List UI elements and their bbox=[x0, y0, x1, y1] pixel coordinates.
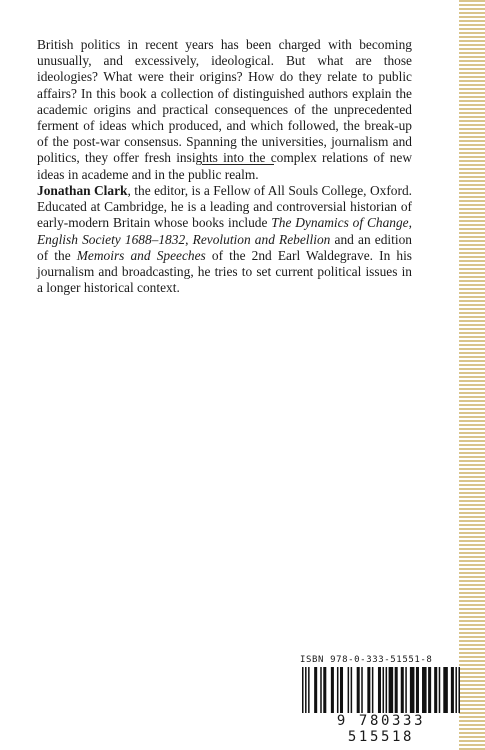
barcode-bar bbox=[308, 667, 310, 713]
barcode-bar bbox=[439, 667, 441, 713]
barcode-bar bbox=[340, 667, 343, 713]
barcode-bar bbox=[395, 667, 398, 713]
barcode-bar bbox=[389, 667, 394, 713]
barcode-bar bbox=[372, 667, 374, 713]
barcode-bar bbox=[305, 667, 307, 713]
barcode-bar bbox=[443, 667, 448, 713]
barcode-bar bbox=[361, 667, 363, 713]
bio-text-3: of the 2nd Earl Waldegrave. In his journalism and broadcasting, he tries to set current political issues in a longer historical context. bbox=[37, 247, 413, 296]
section-divider bbox=[202, 164, 274, 165]
book-title-dynamics: The Dynamics of Change bbox=[271, 215, 409, 231]
barcode-digits: 9 780333 515518 bbox=[336, 713, 426, 745]
blurb-block bbox=[37, 37, 412, 183]
blurb-paragraph: British politics in recent years has been charged with becoming unusually, and excessively, ideological. But what are those ideologies? What were their origins? How do they relate to public affairs? In this book a collection of distinguished authors explain the academic origins and practical consequences of the unprecedented ferment of ideas which produced, and which followed, the break-up of the post-war consensus. Spanning the universities, journalism and politics, they offer fresh insights into the complex relations of new ideas in academe and in the public realm. bbox=[37, 37, 412, 182]
editor-bio bbox=[37, 183, 412, 296]
barcode-bar bbox=[451, 667, 454, 713]
barcode-bar bbox=[416, 667, 419, 713]
isbn-label: ISBN 978-0-333-51551-8 bbox=[300, 655, 433, 665]
barcode-bar bbox=[410, 667, 415, 713]
bio-paragraph bbox=[37, 183, 412, 296]
barcode-bar bbox=[401, 667, 404, 713]
barcode-bar bbox=[323, 667, 326, 713]
barcode-bar bbox=[314, 667, 317, 713]
bio-text-2: and an edition of the bbox=[37, 231, 412, 263]
barcode-bar bbox=[458, 667, 460, 713]
barcode-bar bbox=[386, 667, 388, 713]
bio-sep-1: , bbox=[408, 215, 412, 231]
barcode-bar bbox=[378, 667, 381, 713]
barcode-bar bbox=[348, 667, 350, 713]
barcode-bar bbox=[337, 667, 339, 713]
barcode-bar bbox=[331, 667, 334, 713]
barcode-bar bbox=[357, 667, 360, 713]
barcode-bar bbox=[302, 667, 304, 713]
barcode-bar bbox=[434, 667, 437, 713]
barcode-bar bbox=[367, 667, 370, 713]
editor-name: Jonathan Clark bbox=[37, 183, 128, 198]
bio-sep-2: , bbox=[185, 231, 193, 247]
book-title-revolution: Revolution and Rebellion bbox=[192, 231, 331, 247]
book-title-memoirs: Memoirs and Speeches bbox=[76, 247, 206, 263]
spine-stripes bbox=[459, 0, 485, 750]
book-title-english-society: English Society 1688–1832 bbox=[37, 231, 186, 247]
barcode-bar bbox=[428, 667, 431, 713]
barcode-bar bbox=[383, 667, 385, 713]
barcode-bar bbox=[351, 667, 353, 713]
barcode-bar bbox=[455, 667, 457, 713]
barcode-bar bbox=[320, 667, 322, 713]
bio-text-1: , the editor, is a Fellow of All Souls College, Oxford. Educated at Cambridge, he is a leading and controversial historian of early-modern Britain whose books include bbox=[37, 183, 412, 231]
barcode-bar bbox=[405, 667, 407, 713]
barcode-bar bbox=[422, 667, 427, 713]
